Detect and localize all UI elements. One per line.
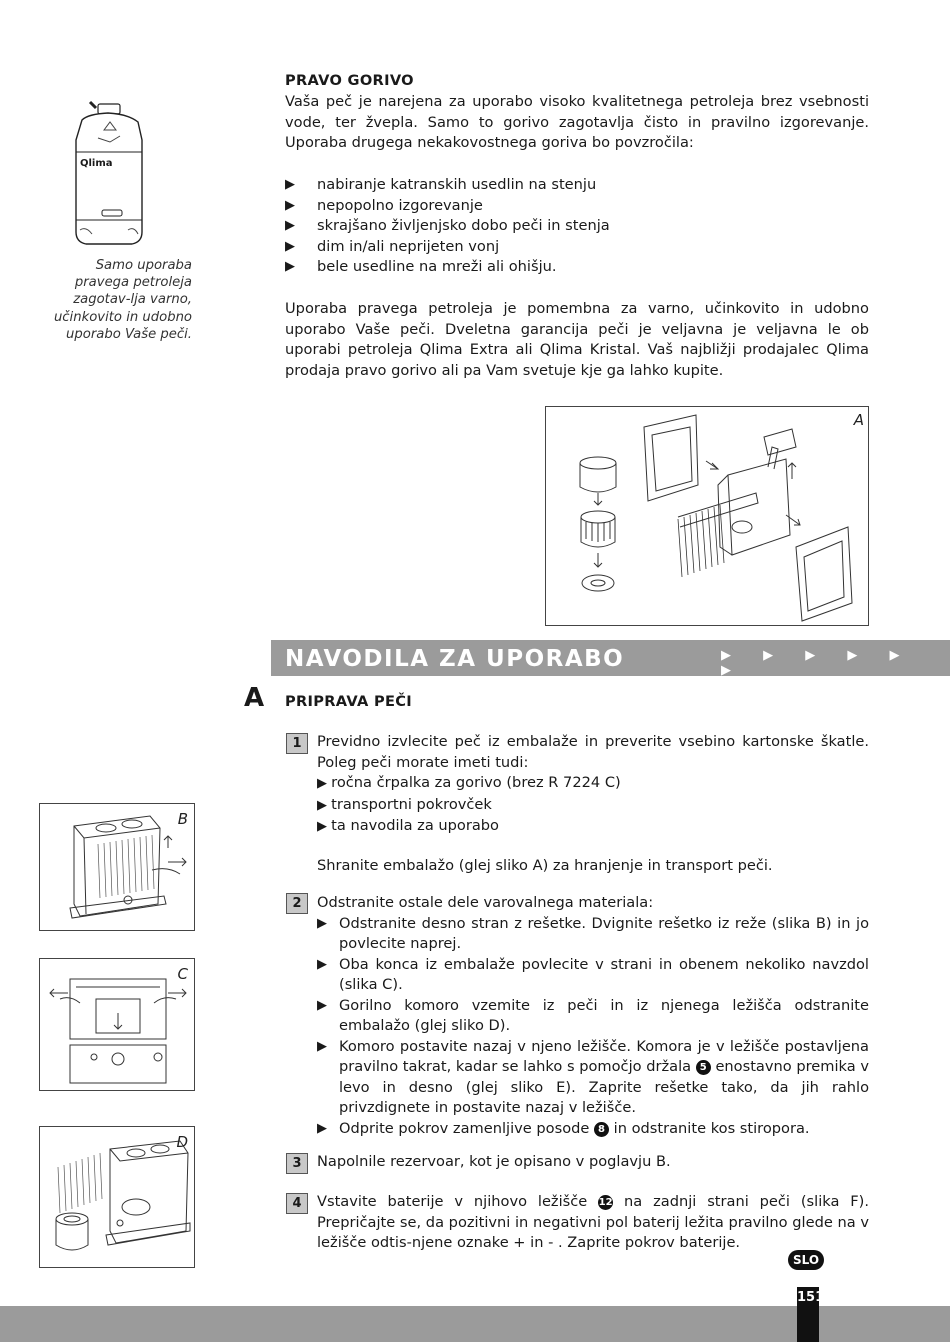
canister-caption: Samo uporaba pravega petroleja zagotav-lja varno, učinkovito in udobno uporabo Vaše peči.	[53, 258, 192, 342]
list-item: ▶ nepopolno izgorevanje	[285, 196, 869, 217]
section-heading: PRIPRAVA PEČI	[285, 693, 412, 710]
list-item: ▶ dim in/ali neprijeten vonj	[285, 237, 869, 258]
step-1-items	[317, 773, 869, 838]
list-item: ▶ Gorilno komoro vzemite iz peči in iz njenega ležišča odstranite embalažo (glej sliko D).	[317, 996, 869, 1034]
step-1	[317, 732, 869, 876]
step-3-text: Napolnile rezervoar, kot je opisano v poglavju B.	[317, 1153, 671, 1170]
canister-brand-label: Qlima	[80, 158, 113, 169]
section-banner	[271, 640, 950, 676]
list-item: ▶ Komoro postavite nazaj v njeno ležišče. Komora je v ležišče postavljena pravilno takrat, kadar se lahko s pomočjo držala 5 enostavno premika v levo in desno (glej sliko E). Zaprite rešetke tako, da jih rahlo privzdignete in postavite nazaj v ležišče.	[317, 1037, 870, 1116]
figure-b-label: B	[177, 810, 188, 828]
banner-title: NAVODILA ZA UPORABO	[285, 646, 625, 672]
fuel-paragraph-2: Uporaba pravega petroleja je pomembna za varno, učinkovito in udobno uporabo Vaše peči. Dveletna garancija peči je veljavna je veljavna le ob uporabi petroleja Qlima Extra ali Qlima Kristal. Vaš najbližji prodajalec Qlima prodaja pravo gorivo ali pa Vam svetuje kje ga lahko kupite.	[285, 300, 869, 379]
list-item: ▶ transportni pokrovček	[317, 795, 492, 813]
list-item: ▶ Odprite pokrov zamenljive posode 8 in odstranite kos stiropora.	[317, 1119, 869, 1140]
step-1-text: Previdno izvlecite peč iz embalaže in preverite vsebino kartonske škatle. Poleg peči morate imeti tudi:	[317, 733, 869, 771]
step-2-text: Odstranite ostale dele varovalnega materiala:	[317, 894, 654, 911]
play-triangle-icon: ▶	[317, 776, 332, 791]
part-number-badge: 5	[696, 1060, 711, 1075]
step-2-items	[317, 914, 869, 1140]
figure-a	[545, 406, 869, 626]
play-triangle-icon: ▶	[317, 915, 327, 931]
language-badge: SLO	[788, 1250, 824, 1270]
heater-packaging-drawing	[40, 959, 194, 1090]
banner-arrows-icon: ▶ ▶ ▶ ▶ ▶ ▶	[721, 648, 914, 678]
figure-c-label: C	[177, 965, 188, 983]
fuel-heading: PRAVO GORIVO	[285, 72, 414, 89]
part-number-badge: 12	[598, 1197, 613, 1208]
fuel-canister-illustration	[68, 100, 158, 248]
play-triangle-icon: ▶	[317, 1120, 327, 1136]
list-item: ▶ nabiranje katranskih usedlin na stenju	[285, 175, 869, 196]
burner-removal-drawing	[40, 1127, 194, 1267]
play-triangle-icon: ▶	[285, 177, 295, 192]
step-number: 1	[286, 733, 308, 754]
figure-b	[39, 803, 195, 931]
step-4: Vstavite baterije v njihovo ležišče 12 na zadnji strani peči (slika F). Prepričajte se, da pozitivni in negativni pol baterij ležita pravilno glede na v ležišče odtis-njene oznake + in - . Zaprite pokrov baterije.	[317, 1193, 870, 1251]
play-triangle-icon: ▶	[285, 259, 295, 274]
canister-drawing	[68, 100, 158, 248]
list-item: ▶ skrajšano življenjsko dobo peči in stenja	[285, 216, 869, 237]
figure-d-label: D	[176, 1133, 188, 1151]
play-triangle-icon: ▶	[317, 797, 332, 813]
play-triangle-icon: ▶	[317, 819, 332, 834]
list-item: ▶ Oba konca iz embalaže povlecite v strani in obenem nekoliko navzdol (slika C).	[317, 955, 869, 993]
step-2	[317, 893, 869, 1139]
step-number: 3	[286, 1153, 308, 1174]
play-triangle-icon: ▶	[285, 197, 295, 213]
play-triangle-icon: ▶	[317, 956, 327, 972]
fuel-consequence-list	[285, 175, 869, 278]
step-number: 2	[286, 893, 308, 914]
fuel-paragraph-1: Vaša peč je narejena za uporabo visoko kvalitetnega petroleja brez vsebnosti vode, ter žvepla. Samo to gorivo zagotavlja čisto in pravilno izgorevanje. Uporaba drugega nekakovostnega goriva bo povzročila:	[285, 93, 869, 151]
section-letter: A	[244, 683, 265, 713]
list-item: ▶ Odstranite desno stran z rešetke. Dvignite rešetko iz reže (slika B) in jo povlecite naprej.	[317, 914, 869, 952]
list-item: ▶ ročna črpalka za gorivo (brez R 7224 C)	[317, 774, 621, 791]
step-1-note: Shranite embalažo (glej sliko A) za hranjenje in transport peči.	[317, 856, 773, 874]
heater-parts-exploded-drawing	[546, 407, 868, 625]
figure-d	[39, 1126, 195, 1268]
play-triangle-icon: ▶	[317, 997, 327, 1013]
play-triangle-icon: ▶	[285, 238, 295, 254]
figure-a-label: A	[853, 411, 864, 429]
step-number: 4	[286, 1193, 308, 1214]
play-triangle-icon: ▶	[317, 1038, 327, 1054]
page-number: 151	[797, 1287, 819, 1342]
list-item: ▶ ta navodila za uporabo	[317, 817, 499, 834]
list-item: ▶ bele usedline na mreži ali ohišju.	[285, 257, 869, 278]
figure-c	[39, 958, 195, 1091]
heater-grille-drawing	[40, 804, 194, 930]
play-triangle-icon: ▶	[285, 218, 295, 233]
part-number-badge: 8	[594, 1122, 609, 1137]
